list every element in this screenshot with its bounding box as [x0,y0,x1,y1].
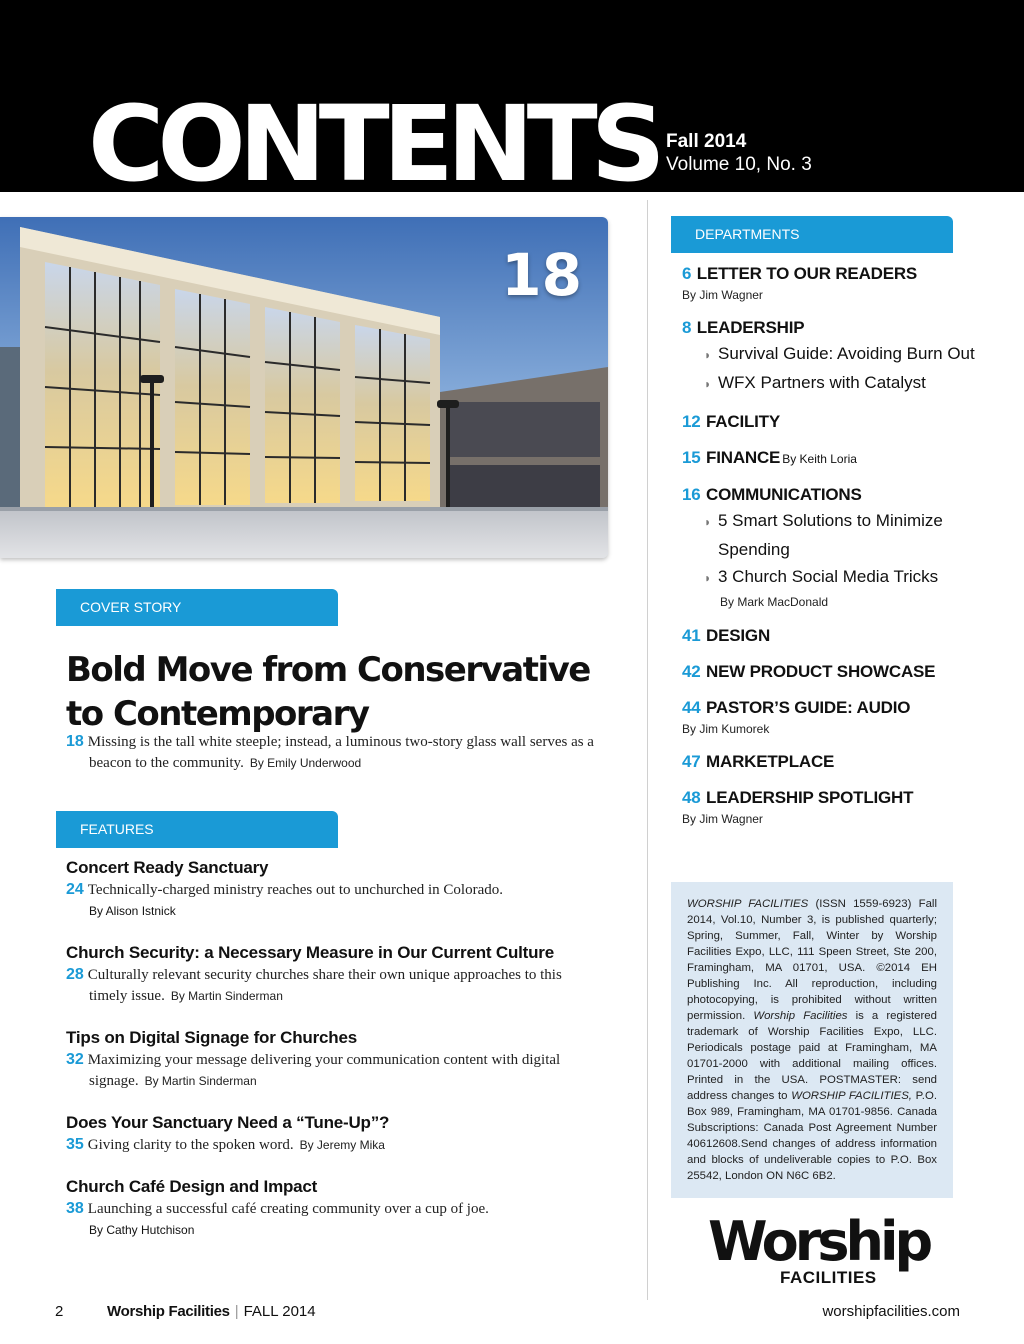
feature-byline: By Cathy Hutchison [89,1223,195,1237]
logo-subtitle: FACILITIES [780,1268,877,1287]
departments-tab: DEPARTMENTS [671,216,953,253]
triangle-bullet-icon: ◗ [704,515,712,529]
department-title[interactable]: 41 DESIGN [682,626,771,645]
cover-story-page[interactable]: 18 [66,733,84,750]
column-divider [647,200,648,1300]
department-page: 44 [682,698,701,717]
footer-page-number: 2 [55,1303,64,1320]
feature-text: Launching a successful café creating community over a cup of joe. [87,1201,489,1217]
feature-title[interactable]: Does Your Sanctuary Need a “Tune-Up”? [66,1113,390,1132]
footer-magazine-name: Worship Facilities [107,1303,230,1320]
department-page: 12 [682,412,701,431]
footer-issue: FALL 2014 [243,1303,316,1320]
department-author: By Jim Wagner [682,288,763,302]
feature-title[interactable]: Church Café Design and Impact [66,1177,318,1196]
page-footer [55,1303,316,1320]
department-title[interactable]: 15 FINANCE By Keith Loria [682,448,857,467]
department-page: 48 [682,788,701,807]
department-item[interactable] [682,696,982,738]
page-header [0,0,1024,192]
cover-page-number: 18 [501,241,582,309]
feature-page[interactable]: 38 [66,1200,84,1217]
department-title[interactable]: 42 NEW PRODUCT SHOWCASE [682,662,936,681]
feature-title[interactable]: Church Security: a Necessary Measure in Our Current Culture [66,943,554,962]
department-subitem[interactable]: ◗ Survival Guide: Avoiding Burn Out [682,340,982,369]
triangle-bullet-icon: ◗ [704,348,712,362]
feature-description [66,879,596,901]
feature-description [66,964,596,1007]
feature-text: Maximizing your message delivering your communication content with digital signage. [87,1052,561,1089]
logo-wordmark: Worship [708,1210,930,1273]
department-item[interactable] [682,750,982,774]
cover-photo[interactable] [0,217,608,558]
department-item[interactable] [682,446,982,471]
feature-byline: By Martin Sinderman [144,1074,257,1088]
feature-byline: By Jeremy Mika [299,1138,385,1152]
department-title[interactable]: 47 MARKETPLACE [682,752,835,771]
department-item[interactable] [682,624,982,648]
department-subitem[interactable]: ◗ 3 Church Social Media Tricks [682,563,982,592]
feature-title[interactable]: Tips on Digital Signage for Churches [66,1028,357,1047]
department-page: 41 [682,626,701,645]
department-item[interactable] [682,316,982,398]
feature-text: Giving clarity to the spoken word. [87,1137,294,1153]
department-page: 8 [682,318,692,337]
department-title[interactable]: 8 LEADERSHIP [682,318,805,337]
publication-info-box: WORSHIP FACILITIES (ISSN 1559-6923) Fall 2014, Vol.10, Number 3, is published quarterly; Spring, Summer, Fall, Winter by Worship Facilities Expo, LLC, 111 Speen Street, Ste 200, Framingham, MA 01701, USA. ©2014 EH Publishing Inc. All reproduction, including photocopying, is prohibited without written permission. Worship Facilities is a registered trademark of Worship Facilities Expo, LLC. Periodicals postage paid at Framingham, MA 01701-2000 with additional mailing offices. Printed in the USA. POSTMASTER: send address changes to WORSHIP FACILITIES, P.O. Box 989, Framingham, MA 01701-9856. Canada Subscriptions: Canada Post Agreement Number 40612608.Send changes of address information and blocks of undeliverable copies to P.O. Box 25542, London ON N6C 6B2. [671,882,953,1198]
department-page: 6 [682,264,692,283]
feature-page[interactable]: 24 [66,881,84,898]
feature-page[interactable]: 28 [66,966,84,983]
department-item[interactable] [682,483,982,612]
cover-story-description [66,731,596,774]
department-subitem[interactable]: ◗ 5 Smart Solutions to Minimize Spending [704,511,943,559]
department-item[interactable] [682,410,982,434]
issue-info [666,130,812,176]
department-item[interactable] [682,660,982,684]
cover-story-text: Missing is the tall white steeple; instead, a luminous two-story glass wall serves as a beacon to the community. [87,734,594,771]
department-title[interactable]: 48 LEADERSHIP SPOTLIGHT [682,788,914,807]
footer-website-link[interactable]: worshipfacilities.com [822,1303,960,1320]
feature-item[interactable] [66,857,596,921]
triangle-bullet-icon: ◗ [704,571,712,585]
issue-season: Fall 2014 [666,131,747,152]
feature-text: Culturally relevant security churches share their own unique approaches to this timely issue. [87,967,562,1004]
issue-volume: Volume 10, No. 3 [666,154,812,175]
page-title: CONTENTS [88,83,659,192]
feature-description [66,1134,596,1156]
feature-byline: By Alison Istnick [89,904,176,918]
feature-item[interactable] [66,1112,596,1156]
department-title[interactable]: 12 FACILITY [682,412,781,431]
department-author: By Jim Kumorek [682,722,770,736]
department-title[interactable]: 44 PASTOR’S GUIDE: AUDIO [682,698,911,717]
department-item[interactable] [682,262,982,304]
feature-byline: By Martin Sinderman [170,989,283,1003]
footer-separator: | [234,1303,239,1320]
feature-page[interactable]: 35 [66,1136,84,1153]
feature-description [66,1049,596,1092]
cover-story-byline: By Emily Underwood [249,756,362,770]
feature-page[interactable]: 32 [66,1051,84,1068]
cover-story-tab: COVER STORY [56,589,338,626]
department-subitem[interactable]: ◗ WFX Partners with Catalyst [682,369,982,398]
department-inline-byline: By Keith Loria [782,452,857,466]
feature-item[interactable] [66,942,596,1007]
department-sub-author: By Mark MacDonald [720,595,829,609]
feature-description [66,1198,596,1220]
triangle-bullet-icon: ◗ [704,377,712,391]
department-page: 47 [682,752,701,771]
department-page: 15 [682,448,701,467]
department-title[interactable]: 6 LETTER TO OUR READERS [682,264,918,283]
feature-title[interactable]: Concert Ready Sanctuary [66,858,269,877]
worship-facilities-logo[interactable] [708,1212,938,1292]
department-author: By Jim Wagner [682,812,763,826]
feature-text: Technically-charged ministry reaches out to unchurched in Colorado. [87,882,503,898]
features-tab: FEATURES [56,811,338,848]
cover-story-headline[interactable]: Bold Move from Conservative to Contemporary [66,650,590,734]
department-item[interactable] [682,786,982,828]
department-page: 16 [682,485,701,504]
departments-list [682,262,982,840]
feature-item[interactable] [66,1176,596,1240]
feature-item[interactable] [66,1027,596,1092]
department-title[interactable]: 16 COMMUNICATIONS [682,485,862,504]
department-page: 42 [682,662,701,681]
